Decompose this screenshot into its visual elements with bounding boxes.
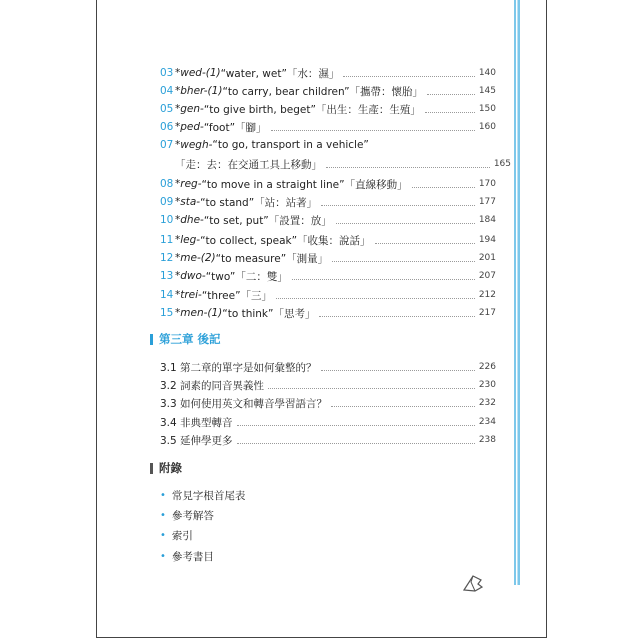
entry-title: 3.3 如何使用英文和轉音學習語言？ [160,397,328,410]
toc-entry[interactable] [160,413,496,431]
root-term: *wegh- [175,139,213,151]
leader-dots [326,167,490,168]
entry-gloss: “two”「二：雙」 [205,270,288,283]
toc-entry[interactable] [160,193,496,211]
root-term: *dwo- [175,270,206,282]
entry-number: 08 [160,178,174,190]
toc-entry[interactable] [160,64,496,82]
toc-entry[interactable] [160,376,496,394]
entry-gloss: “to measure”「測量」 [215,252,329,265]
root-term: *me-(2) [175,252,216,264]
leader-dots [321,370,475,371]
toc-entry[interactable] [160,249,496,267]
toc-entry[interactable] [160,394,496,412]
entry-gloss: 「走：去：在交通工具上移動」 [175,158,322,171]
leader-dots [292,279,475,280]
toc-entry[interactable] [160,431,496,449]
leader-dots [237,425,475,426]
entry-number: 10 [160,214,174,226]
appendix-item[interactable] [160,506,214,524]
root-term: *gen- [175,103,204,115]
leader-dots [336,223,475,224]
entry-number: 03 [160,67,174,79]
leader-dots [271,130,475,131]
entry-number: 04 [160,85,174,97]
entry-gloss: “foot”「腳」 [203,121,267,134]
leader-dots [276,298,475,299]
entry-title: 3.5 延伸學更多 [160,434,233,447]
page-number: 170 [478,179,496,189]
entry-number: 06 [160,121,174,133]
entry-title: 3.4 非典型轉音 [160,416,233,429]
page-number: 184 [478,215,496,225]
toc-entry[interactable] [160,136,496,154]
leader-dots [412,187,475,188]
entry-gloss: “to think”「思考」 [222,307,316,320]
chapter3-heading[interactable] [150,331,221,347]
page-number: 160 [478,122,496,132]
appendix-item-label: 參考解答 [171,509,214,522]
root-term: *men-(1) [175,307,223,319]
appendix-item[interactable] [160,486,245,504]
leader-dots [237,443,475,444]
appendix-item[interactable] [160,526,193,544]
entry-number: 09 [160,196,174,208]
leader-dots [343,76,474,77]
leader-dots [268,388,475,389]
entry-gloss: “to go, transport in a vehicle” [212,139,369,151]
entry-number: 07 [160,139,174,151]
entry-gloss: “to give birth, beget”「出生：生產：生殖」 [203,103,421,116]
entry-title: 3.1 第二章的單字是如何彙整的？ [160,361,317,374]
root-term: *trei- [175,289,202,301]
toc-entry[interactable] [160,358,496,376]
leader-dots [331,406,475,407]
toc-entry[interactable] [160,211,496,229]
entry-gloss: “to set, put”「設置：放」 [203,214,332,227]
root-term: *ped- [175,121,204,133]
entry-number: 14 [160,289,174,301]
toc-entry[interactable] [160,304,496,322]
entry-number: 05 [160,103,174,115]
page-number: 232 [478,398,496,408]
bullet-icon: • [160,489,166,501]
entry-number: 12 [160,252,174,264]
entry-gloss: “to collect, speak”「收集：說話」 [200,234,371,247]
page-number: 201 [478,253,496,263]
heading-bar [150,463,153,474]
page-number: 140 [478,68,496,78]
heading-bar [150,334,153,345]
page-number: 207 [478,271,496,281]
toc-entry[interactable] [160,231,496,249]
entry-gloss: “to stand”「站：站著」 [200,196,318,209]
root-term: *reg- [175,178,202,190]
page-number: 238 [478,435,496,445]
leader-dots [427,94,475,95]
toc-entry[interactable] [160,155,511,173]
entry-number: 15 [160,307,174,319]
page-curl-icon [461,570,485,594]
leader-dots [375,243,475,244]
toc-entry[interactable] [160,267,496,285]
entry-gloss: “to carry, bear children”「攜帶：懷胎」 [222,85,424,98]
appendix-item-label: 常見字根首尾表 [171,489,246,502]
bullet-icon: • [160,529,166,541]
appendix-item[interactable] [160,547,214,565]
entry-gloss: “three”「三」 [201,289,273,302]
page-number: 234 [478,417,496,427]
appendix-item-label: 索引 [171,529,193,542]
toc-entry[interactable] [160,118,496,136]
leader-dots [319,316,474,317]
appendix-heading[interactable] [150,460,182,476]
bullet-icon: • [160,509,166,521]
page-number: 194 [478,235,496,245]
page-edge-stripes [514,0,520,585]
page-number: 177 [478,197,496,207]
bullet-icon: • [160,550,166,562]
toc-entry[interactable] [160,175,496,193]
page-number: 217 [478,308,496,318]
toc-entry[interactable] [160,100,496,118]
page-number: 165 [493,159,511,169]
entry-title: 3.2 詞素的同音異義性 [160,379,265,392]
root-term: *bher-(1) [175,85,223,97]
entry-number: 13 [160,270,174,282]
root-term: *wed-(1) [175,67,221,79]
appendix-item-label: 參考書目 [171,550,214,563]
leader-dots [425,112,475,113]
chapter3-title: 第三章 後記 [159,332,221,346]
page-number: 150 [478,104,496,114]
toc-entry[interactable] [160,82,496,100]
entry-gloss: “to move in a straight line”「直線移動」 [201,178,408,191]
leader-dots [332,261,475,262]
root-term: *dhe- [175,214,204,226]
page-number: 230 [478,380,496,390]
root-term: *sta- [175,196,201,208]
entry-number: 11 [160,234,174,246]
page-number: 145 [478,86,496,96]
page-number: 226 [478,362,496,372]
page-number: 212 [478,290,496,300]
appendix-title: 附錄 [159,461,182,475]
entry-gloss: “water, wet”「水：濕」 [220,67,340,80]
toc-entry[interactable] [160,286,496,304]
root-term: *leg- [175,234,201,246]
leader-dots [321,205,475,206]
